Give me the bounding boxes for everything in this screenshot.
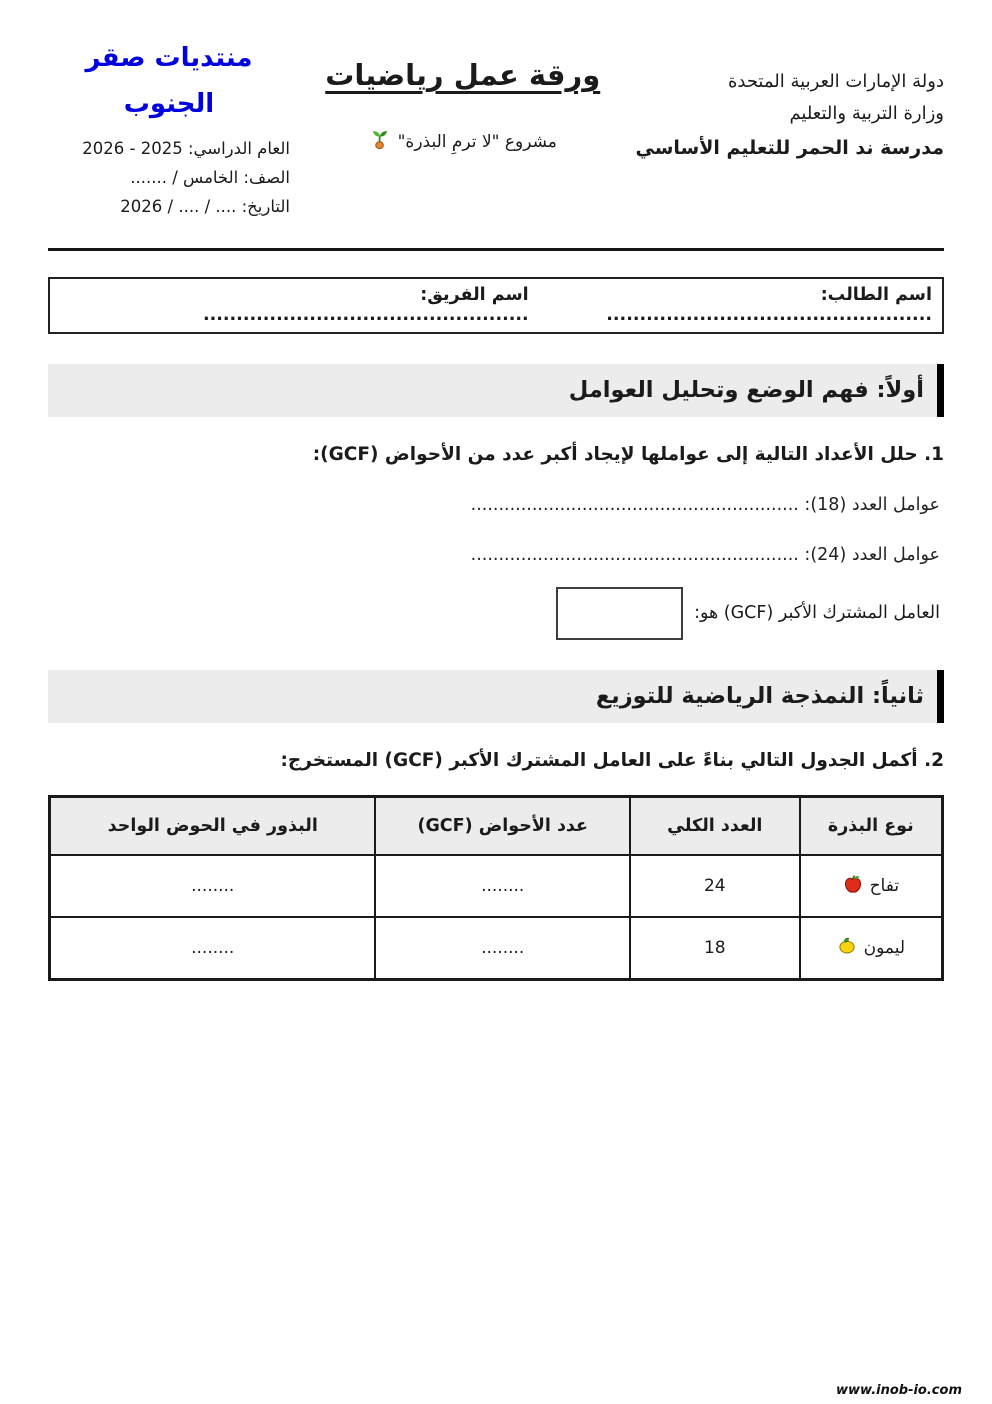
ministry-block xyxy=(635,66,944,165)
school-name: مدرسة ند الحمر للتعليم الأساسي xyxy=(635,136,944,159)
distribution-table xyxy=(48,795,944,981)
table-row xyxy=(50,855,943,917)
gcf-label: العامل المشترك الأكبر (GCF) هو: xyxy=(694,603,940,624)
date-line: التاريخ: .... / .... / 2026 xyxy=(120,196,290,216)
grade-line: الصف: الخامس / ....... xyxy=(130,167,290,187)
header-basin-count: عدد الأحواض (GCF) xyxy=(375,796,630,855)
apple-icon xyxy=(843,874,863,899)
seed-cell-apple xyxy=(800,855,943,917)
gcf-row xyxy=(48,587,944,640)
project-line xyxy=(290,128,635,155)
page-header xyxy=(48,36,944,222)
forum-logo: منتديات صقر الجنوب xyxy=(85,43,253,119)
header-seeds-per-basin: البذور في الحوض الواحد xyxy=(50,796,376,855)
basins-blank-cell[interactable]: ........ xyxy=(375,855,630,917)
worksheet-title: ورقة عمل رياضيات xyxy=(325,58,601,92)
gcf-answer-box[interactable] xyxy=(556,587,683,640)
header-seed-type: نوع البذرة xyxy=(800,796,943,855)
header-total-count: العدد الكلي xyxy=(630,796,800,855)
basins-blank-cell[interactable]: ........ xyxy=(375,917,630,979)
factors-24-field[interactable]: عوامل العدد (24): ........................................................... xyxy=(470,544,940,565)
country-line: دولة الإمارات العربية المتحدة xyxy=(727,71,944,92)
seedling-icon xyxy=(369,128,391,155)
team-name-field[interactable]: اسم الفريق: ................................................. xyxy=(202,285,529,326)
section2-header xyxy=(48,670,944,723)
per-basin-blank-cell[interactable]: ........ xyxy=(50,917,376,979)
seed-cell-lemon xyxy=(800,917,943,979)
question-1: 1. حلل الأعداد التالية إلى عواملها لإيجاد أكبر عدد من الأحواض (GCF): xyxy=(312,443,944,465)
lemon-icon xyxy=(837,935,857,960)
question-2: 2. أكمل الجدول التالي بناءً على العامل المشترك الأكبر (GCF) المستخرج: xyxy=(280,749,944,771)
per-basin-blank-cell[interactable]: ........ xyxy=(50,855,376,917)
ministry-line: وزارة التربية والتعليم xyxy=(789,103,944,125)
info-block xyxy=(48,36,290,222)
section2-title: ثانياً: النمذجة الرياضية للتوزيع xyxy=(595,683,924,710)
factors-18-field[interactable]: عوامل العدد (18): ........................................................... xyxy=(470,494,940,515)
section1-header xyxy=(48,364,944,417)
table-row xyxy=(50,917,943,979)
title-block xyxy=(290,58,635,155)
total-cell: 18 xyxy=(630,917,800,979)
header-divider xyxy=(48,248,944,251)
seed-name: ليمون xyxy=(863,937,906,958)
name-box xyxy=(48,277,944,334)
project-name: مشروع "لا ترمِ البذرة" xyxy=(397,131,557,152)
school-year: العام الدراسي: 2025 - 2026 xyxy=(82,139,290,158)
section1-title: أولاً: فهم الوضع وتحليل العوامل xyxy=(568,377,924,404)
total-cell: 24 xyxy=(630,855,800,917)
site-watermark: www.inob-io.com xyxy=(836,1383,962,1398)
student-name-field[interactable]: اسم الطالب: ................................................. xyxy=(606,285,932,326)
table-header-row xyxy=(50,796,943,855)
seed-name: تفاح xyxy=(869,876,900,897)
